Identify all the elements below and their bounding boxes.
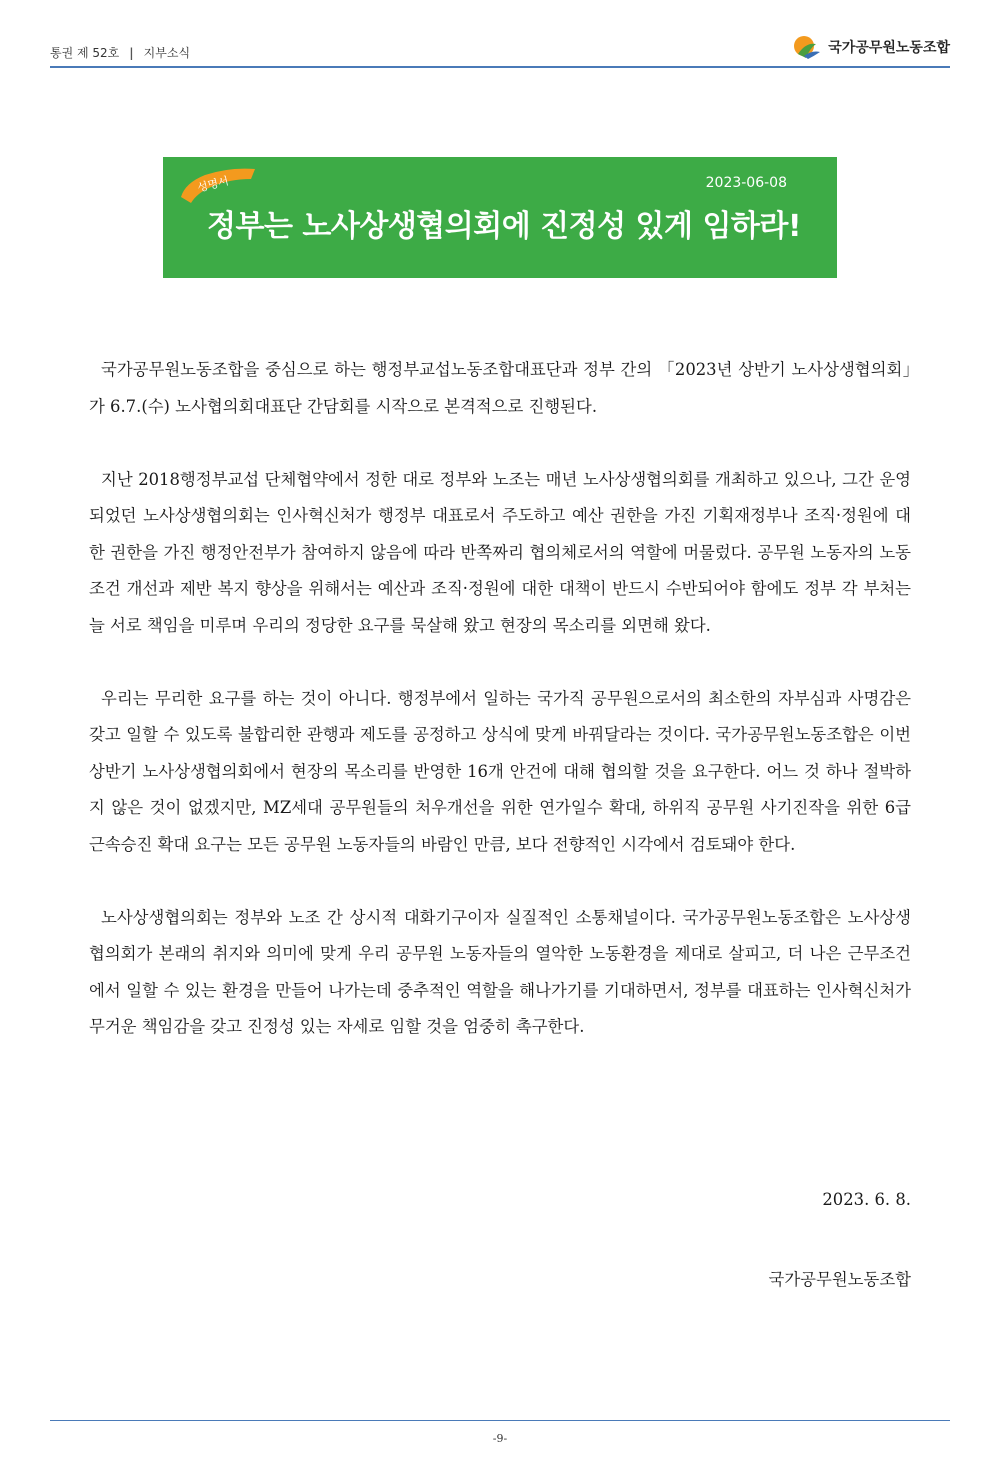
header-divider xyxy=(50,66,950,68)
org-logo-text: 국가공무원노동조합 xyxy=(828,40,950,56)
body-paragraph-3: 우리는 무리한 요구를 하는 것이 아니다. 행정부에서 일하는 국가직 공무원으로서의 최소한의 자부심과 사명감은 갖고 일할 수 있도록 불합리한 관행과 제도를 공정하고 상식에 맞게 바꿔달라는 것이다. 국가공무원노동조합은 이번 상반기 노사상생협의회에서 현장의 목소리를 반영한 16개 안건에 대해 협의할 것을 요구한다. 어느 것 하나 절박하지 않은 것이 없겠지만, MZ세대 공무원들의 처우개선을 위한 연가일수 확대, 하위직 공무원 사기진작을 위한 6급 근속승진 확대 요구는 모든 공무원 노동자들의 바람인 만큼, 보다 전향적인 시각에서 검토돼야 한다. xyxy=(89,688,911,854)
signoff-org: 국가공무원노동조합 xyxy=(768,1270,911,1289)
body-paragraph-2: 지난 2018행정부교섭 단체협약에서 정한 대로 정부와 노조는 매년 노사상생협의회를 개최하고 있으나, 그간 운영되었던 노사상생협의회는 인사혁신처가 행정부 대표로서 주도하고 예산 권한을 가진 기획재정부나 조직·정원에 대한 권한을 가진 행정안전부가 참여하지 않음에 따라 반쪽짜리 협의체로서의 역할에 머물렀다. 공무원 노동자의 노동조건 개선과 제반 복지 향상을 위해서는 예산과 조직·정원에 대한 대책이 반드시 수반되어야 함에도 정부 각 부처는 늘 서로 책임을 미루며 우리의 정당한 요구를 묵살해 왔고 현장의 목소리를 외면해 왔다. xyxy=(89,469,911,635)
org-logo xyxy=(792,34,950,60)
statement-badge-label: 성명서 xyxy=(196,174,231,195)
page-number: -9- xyxy=(492,1432,508,1445)
body-paragraph-1: 국가공무원노동조합을 중심으로 하는 행정부교섭노동조합대표단과 정부 간의 「2023년 상반기 노사상생협의회」가 6.7.(수) 노사협의회대표단 간담회를 시작으로 본격적으로 진행된다. xyxy=(89,360,911,416)
footer-divider xyxy=(50,1420,950,1421)
header-separator: | xyxy=(129,45,134,60)
section-name: 지부소식 xyxy=(143,46,191,60)
statement-date: 2023-06-08 xyxy=(705,175,787,191)
statement-title: 정부는 노사상생협의회에 진정성 있게 임하라! xyxy=(207,209,802,244)
signoff-date: 2023. 6. 8. xyxy=(822,1190,911,1209)
body-paragraph-4: 노사상생협의회는 정부와 노조 간 상시적 대화기구이자 실질적인 소통채널이다. 국가공무원노동조합은 노사상생협의회가 본래의 취지와 의미에 맞게 우리 공무원 노동자들의 열악한 노동환경을 제대로 살피고, 더 나은 근무조건에서 일할 수 있는 환경을 만들어 나가는데 중추적인 역할을 해나가기를 기대하면서, 정부를 대표하는 인사혁신처가 무거운 책임감을 갖고 진정성 있는 자세로 임할 것을 엄중히 촉구한다. xyxy=(89,907,911,1036)
running-header xyxy=(50,44,190,61)
issue-number: 통권 제 52호 xyxy=(50,46,120,60)
statement-title-box xyxy=(163,157,837,278)
statement-body xyxy=(89,352,911,1082)
org-logo-icon xyxy=(792,34,822,60)
